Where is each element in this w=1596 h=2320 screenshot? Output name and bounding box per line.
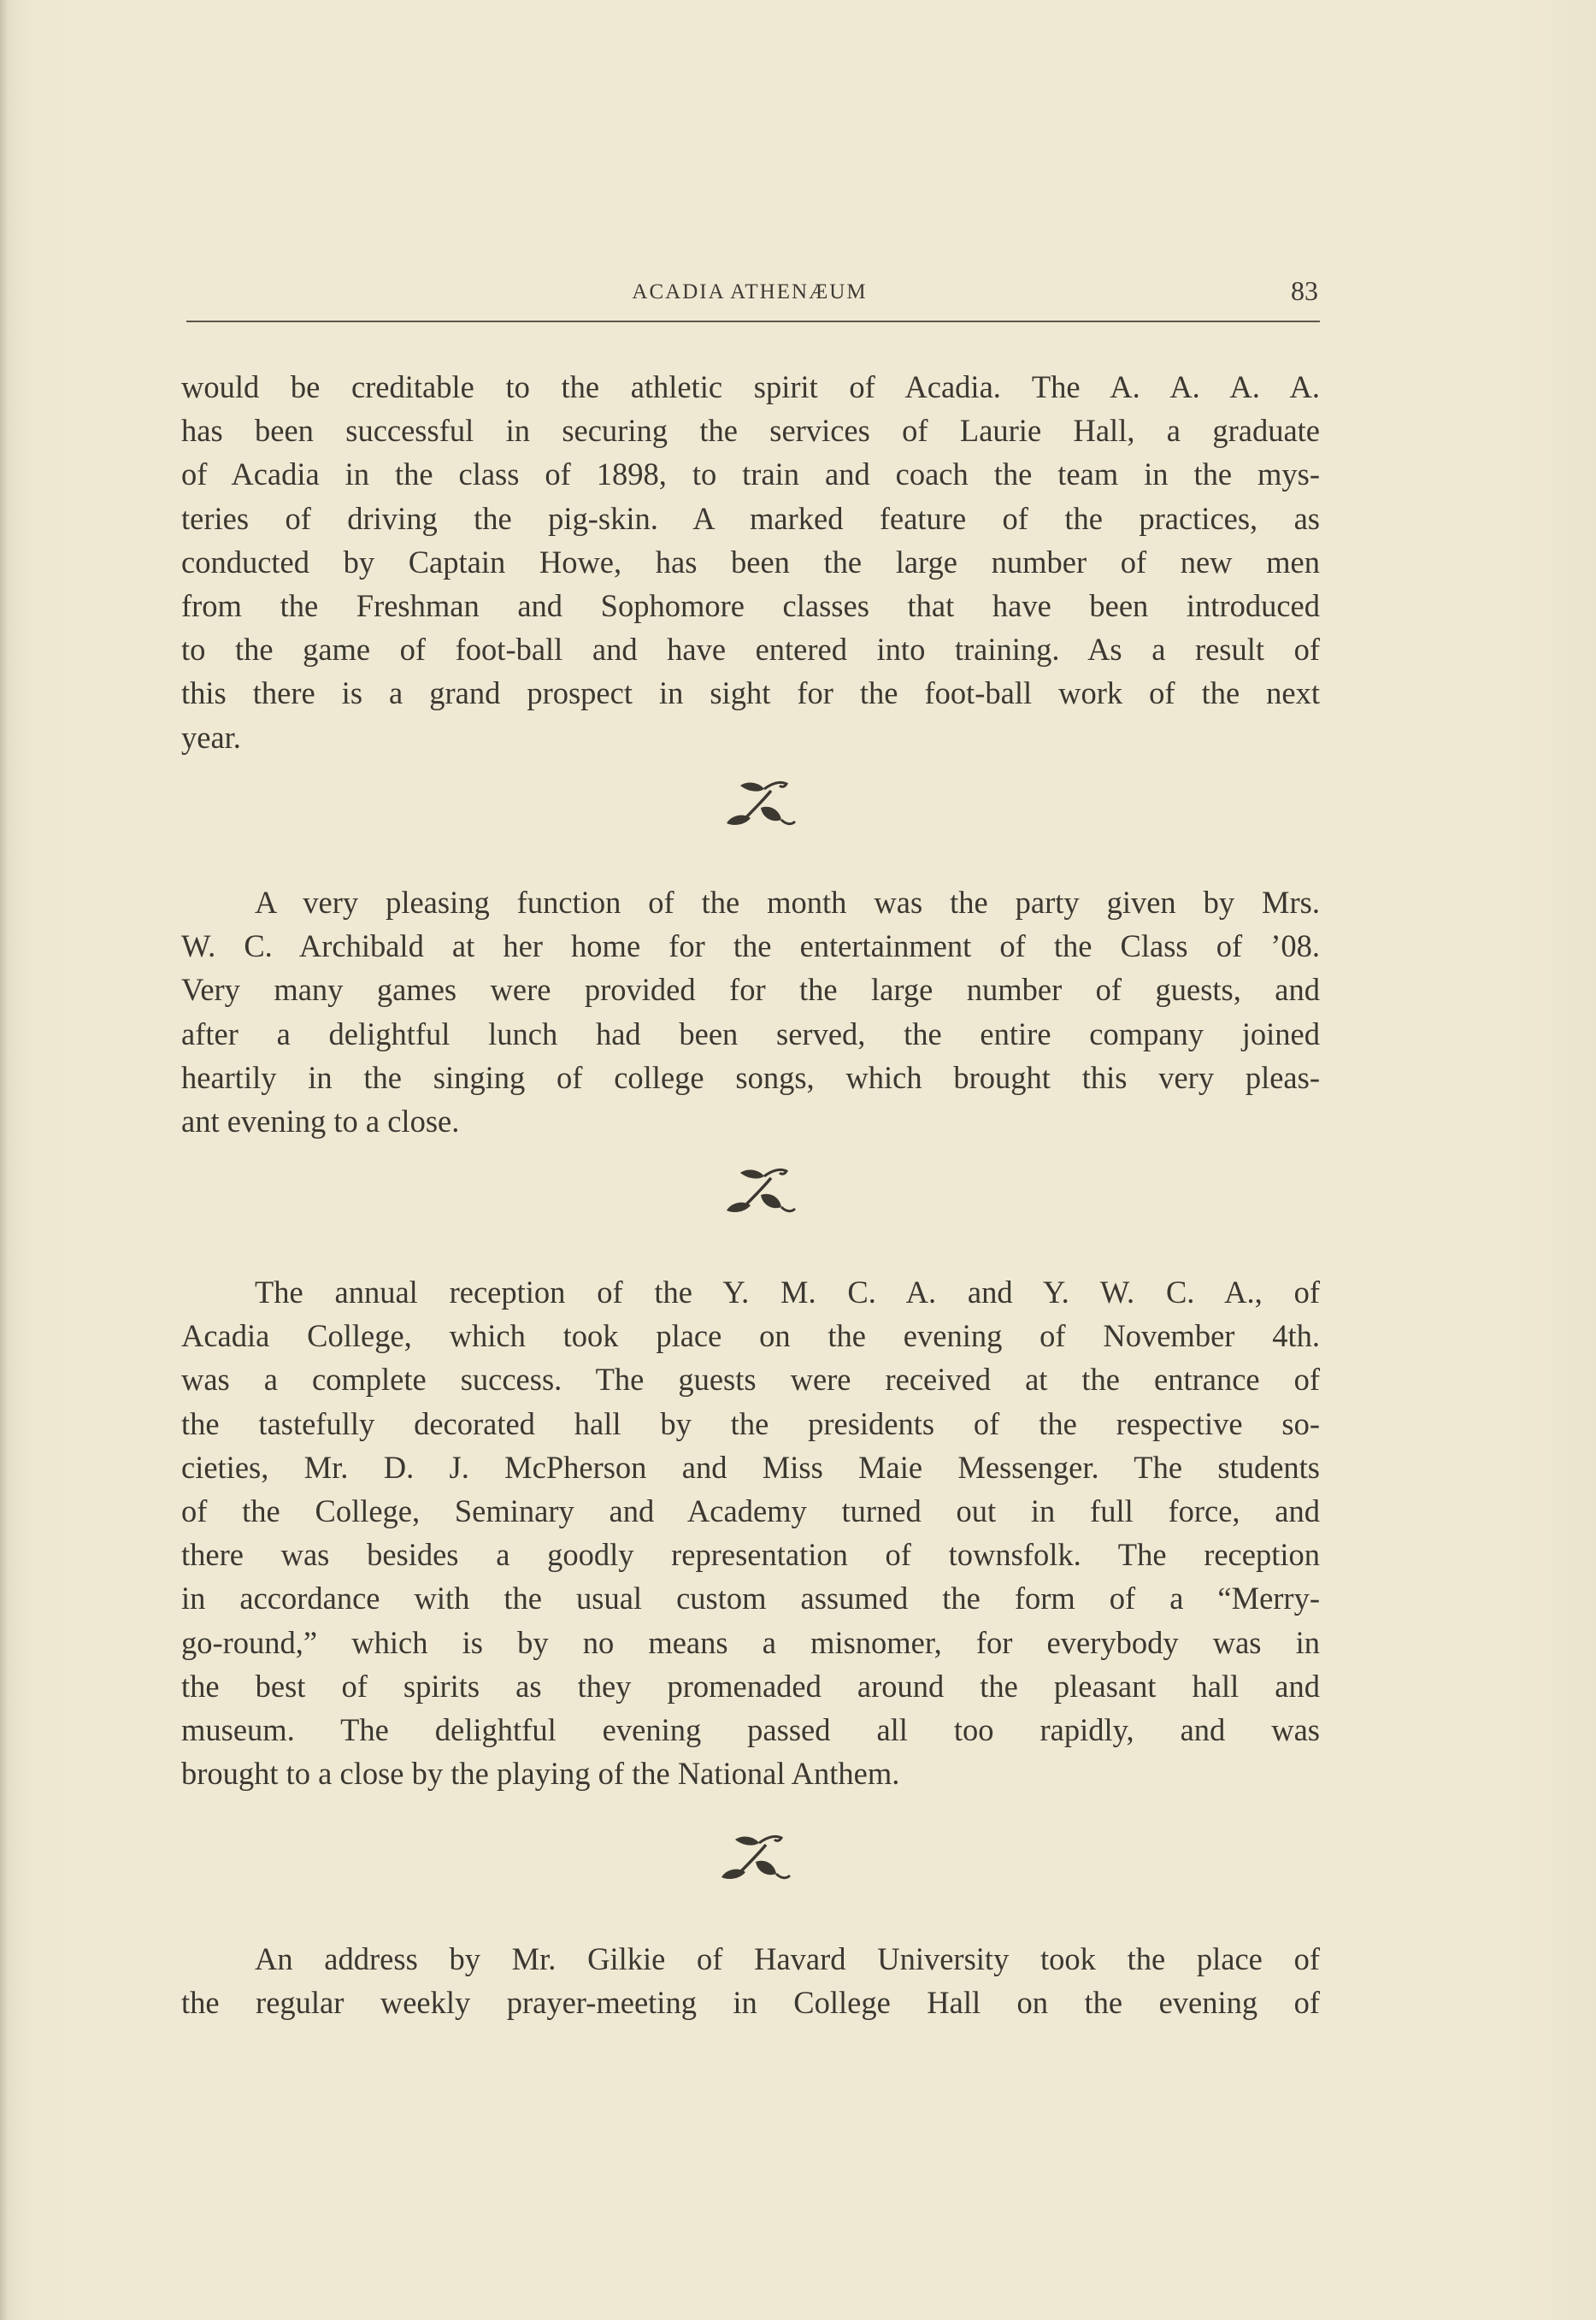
text-line: museum. The delightful evening passed all too rapidly, and was xyxy=(181,1712,1320,1748)
text-line: of Acadia in the class of 1898, to train and coach the team in the mys- xyxy=(181,456,1320,492)
text-line: the regular weekly prayer-meeting in College Hall on the evening of xyxy=(181,1985,1320,2021)
paragraph-reception xyxy=(181,1270,1320,1795)
text-line: the best of spirits as they promenaded around the pleasant hall and xyxy=(181,1668,1320,1704)
text-line: A very pleasing function of the month was the party given by Mrs. xyxy=(255,885,1320,920)
text-line: conducted by Captain Howe, has been the large number of new men xyxy=(181,544,1320,580)
page-number: 83 xyxy=(1291,275,1318,306)
text-line: W. C. Archibald at her home for the entertainment of the Class of ’08. xyxy=(181,928,1320,964)
text-line: ant evening to a close. xyxy=(181,1104,460,1139)
text-line: to the game of foot-ball and have entered into training. As a result of xyxy=(181,632,1320,668)
text-line: cieties, Mr. D. J. McPherson and Miss Maie Messenger. The students xyxy=(181,1449,1320,1485)
text-line: this there is a grand prospect in sight for the foot-ball work of the next xyxy=(181,675,1320,711)
text-line: teries of driving the pig-skin. A marked feature of the practices, as xyxy=(181,500,1320,536)
leaf-fleuron-icon xyxy=(716,1161,802,1221)
text-line: heartily in the singing of college songs, which brought this very pleas- xyxy=(181,1059,1320,1095)
text-line: was a complete success. The guests were received at the entrance of xyxy=(181,1362,1320,1398)
text-line: Very many games were provided for the large number of guests, and xyxy=(181,972,1320,1008)
text-line: in accordance with the usual custom assumed the form of a “Merry- xyxy=(181,1581,1320,1616)
running-title: ACADIA ATHENÆUM xyxy=(632,280,868,303)
leaf-fleuron-icon xyxy=(716,774,802,833)
text-line: go-round,” which is by no means a misnomer, for everybody was in xyxy=(181,1624,1320,1660)
text-line: An address by Mr. Gilkie of Havard University took the place of xyxy=(255,1941,1320,1976)
text-line: there was besides a goodly representation of townsfolk. The reception xyxy=(181,1537,1320,1573)
header-rule xyxy=(186,321,1320,322)
running-head xyxy=(181,272,1318,315)
text-line: would be creditable to the athletic spirit of Acadia. The A. A. A. A. xyxy=(181,369,1320,404)
text-line: brought to a close by the playing of the National Anthem. xyxy=(181,1756,900,1792)
text-line: the tastefully decorated hall by the presidents of the respective so- xyxy=(181,1405,1320,1441)
paragraph-address xyxy=(181,1937,1320,2024)
text-line: has been successful in securing the services of Laurie Hall, a graduate xyxy=(181,413,1320,449)
paragraph-party xyxy=(181,880,1320,1143)
text-line: of the College, Seminary and Academy turned out in full force, and xyxy=(181,1493,1320,1529)
text-line: Acadia College, which took place on the evening of November 4th. xyxy=(181,1318,1320,1354)
text-line: after a delightful lunch had been served, the entire company joined xyxy=(181,1016,1320,1051)
paragraph-football xyxy=(181,365,1320,759)
text-line: from the Freshman and Sophomore classes that have been introduced xyxy=(181,588,1320,624)
text-line: The annual reception of the Y. M. C. A. and Y. W. C. A., of xyxy=(255,1275,1320,1310)
leaf-fleuron-icon xyxy=(711,1828,797,1887)
binding-edge xyxy=(0,0,9,2320)
text-line: year. xyxy=(181,719,241,755)
